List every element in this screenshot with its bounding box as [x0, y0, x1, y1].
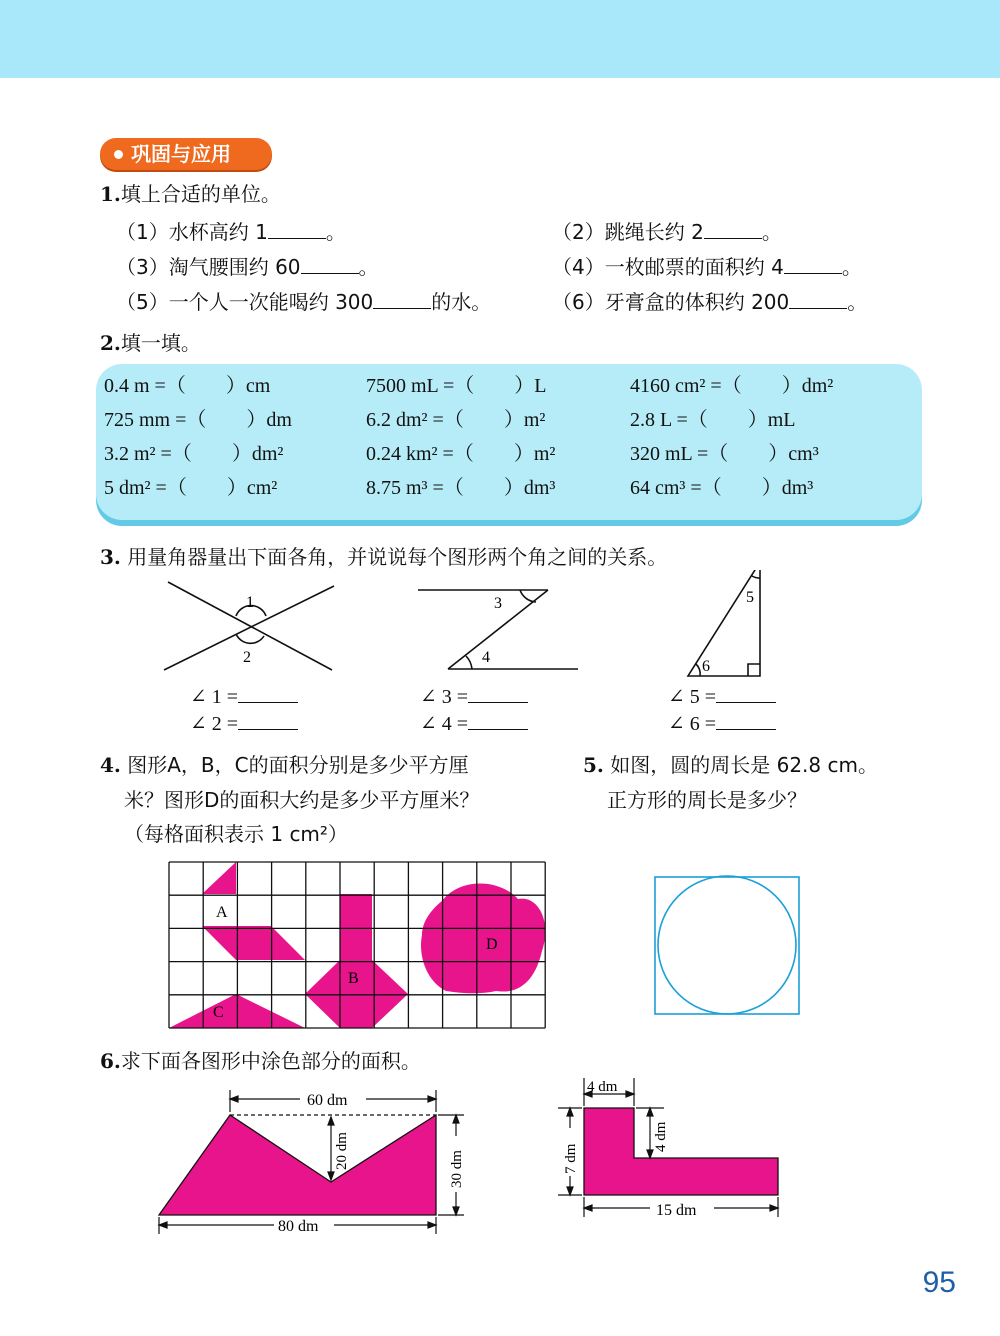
- conversion-item[interactable]: 6.2 dm² =（ ）m²: [366, 409, 546, 431]
- answer-blank[interactable]: [468, 711, 528, 730]
- answer-blank[interactable]: [789, 290, 847, 309]
- conversion-item[interactable]: 2.8 L =（ ）mL: [630, 409, 796, 431]
- shape-d: [421, 884, 545, 994]
- circle-outline: [658, 876, 796, 1014]
- answer-blank[interactable]: [716, 711, 776, 730]
- label-b: B: [348, 970, 359, 987]
- answer-blank[interactable]: [784, 255, 842, 274]
- conversion-item[interactable]: 725 mm =（ ）dm: [104, 409, 292, 431]
- angle-label-6: 6: [702, 658, 710, 675]
- conversion-item[interactable]: 64 cm³ =（ ）dm³: [630, 477, 814, 499]
- conversion-item[interactable]: 8.75 m³ =（ ）dm³: [366, 477, 556, 499]
- angle-answer-6: ∠ 6 =: [668, 711, 776, 736]
- section-label: 巩固与应用: [100, 138, 272, 170]
- conversion-item[interactable]: 3.2 m² =（ ）dm²: [104, 443, 284, 465]
- page-number: 95: [922, 1266, 956, 1299]
- conversion-item[interactable]: 0.4 m =（ ）cm: [104, 375, 271, 397]
- bullet-icon: [114, 150, 123, 159]
- answer-blank[interactable]: [716, 684, 776, 703]
- area-grid-figure: [160, 855, 552, 1035]
- q1-item-5: （5）一个人一次能喝约 300 的水。: [116, 290, 492, 314]
- label-c: C: [213, 1004, 224, 1021]
- angle-answer-5: ∠ 5 =: [668, 684, 776, 709]
- q2-heading: 2.填一填。: [100, 331, 201, 355]
- answer-blank[interactable]: [704, 220, 762, 239]
- answer-blank[interactable]: [238, 711, 298, 730]
- right-triangle-figure: [688, 570, 760, 676]
- q5-line-2: 正方形的周长是多少？: [607, 788, 807, 812]
- label-a: A: [216, 904, 228, 921]
- angle-answer-4: ∠ 4 =: [420, 711, 528, 736]
- q1-item-4: （4）一枚邮票的面积约 4 。: [552, 255, 862, 279]
- dim-depth-label: 20 dm: [334, 1132, 350, 1170]
- q1-heading: 1.填上合适的单位。: [100, 182, 281, 206]
- q3-heading: 3. 用量角器量出下面各角，并说说每个图形两个角之间的关系。: [100, 545, 668, 569]
- answer-blank[interactable]: [373, 290, 431, 309]
- circle-in-square-figure: [650, 872, 806, 1020]
- conversion-item[interactable]: 7500 mL =（ ）L: [366, 375, 547, 397]
- dim-full-height-label: 7 dm: [563, 1143, 579, 1174]
- angle-answer-1: ∠ 1 =: [190, 684, 298, 709]
- shaded-polygon-figure: [150, 1084, 470, 1244]
- q4-line-2: 米？图形D的面积大约是多少平方厘米？: [124, 788, 480, 812]
- angle-label-2: 2: [243, 649, 251, 666]
- q1-item-3: （3）淘气腰围约 60 。: [116, 255, 379, 279]
- dim-bottom-label: 80 dm: [278, 1218, 319, 1235]
- conversion-item[interactable]: 5 dm² =（ ）cm²: [104, 477, 278, 499]
- dim-notch-label: 4 dm: [653, 1121, 669, 1152]
- answer-blank[interactable]: [268, 220, 326, 239]
- label-d: D: [486, 936, 498, 953]
- q4-line-3: （每格面积表示 1 cm²）: [124, 822, 348, 846]
- q1-item-2: （2）跳绳长约 2 。: [552, 220, 782, 244]
- angle-label-3: 3: [494, 595, 502, 612]
- angle-label-5: 5: [746, 589, 754, 606]
- angle-label-1: 1: [246, 594, 254, 611]
- q4-line-1: 4. 图形A，B，C的面积分别是多少平方厘: [100, 753, 469, 777]
- angle-label-4: 4: [482, 649, 490, 666]
- top-banner: [0, 0, 1000, 78]
- l-shape: [584, 1108, 778, 1195]
- conversion-item[interactable]: 4160 cm² =（ ）dm²: [630, 375, 834, 397]
- angle-answer-3: ∠ 3 =: [420, 684, 528, 709]
- dim-top-width-label: 4 dm: [587, 1079, 618, 1095]
- q5-line-1: 5. 如图，圆的周长是 62.8 cm。: [583, 753, 878, 777]
- shaded-polygon: [159, 1115, 436, 1215]
- answer-blank[interactable]: [468, 684, 528, 703]
- answer-blank[interactable]: [301, 255, 359, 274]
- conversion-item[interactable]: 320 mL =（ ）cm³: [630, 443, 819, 465]
- answer-blank[interactable]: [238, 684, 298, 703]
- conversion-item[interactable]: 0.24 km² =（ ）m²: [366, 443, 556, 465]
- q1-item-1: （1）水杯高约 1 。: [116, 220, 346, 244]
- dim-bottom-width-label: 15 dm: [656, 1202, 697, 1219]
- q1-item-6: （6）牙膏盒的体积约 200 。: [552, 290, 868, 314]
- angle-answer-2: ∠ 2 =: [190, 711, 298, 736]
- dim-height-label: 30 dm: [449, 1150, 465, 1188]
- l-shape-figure: [550, 1072, 790, 1222]
- q6-heading: 6.求下面各图形中涂色部分的面积。: [100, 1049, 421, 1073]
- dim-top-label: 60 dm: [307, 1092, 348, 1109]
